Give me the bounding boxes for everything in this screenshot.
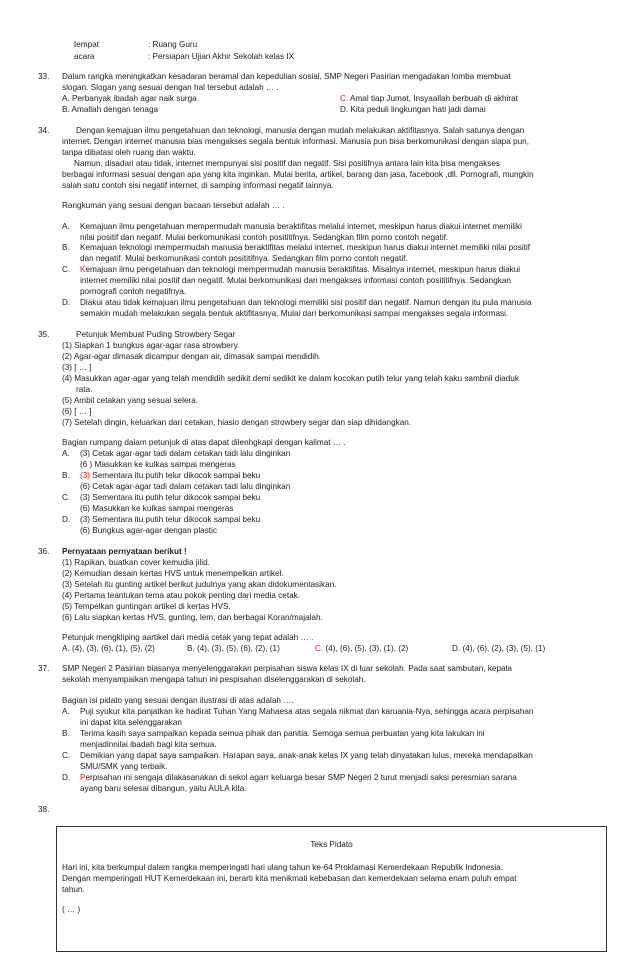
question-34-option-c: Kemajuan ilmu pengetahuan dan teknologi mempermudah manusia beraktifitas. Misalnya internet, meskipun harus diakui	[80, 265, 521, 274]
question-36-option-d: D. (4), (6), (2), (3), (5), (1)	[452, 644, 546, 653]
question-33-number: 33.	[38, 72, 50, 81]
option-letter: A.	[62, 222, 70, 231]
question-35-option-d: (3) Sementara itu putih telur dikocok sampai beku	[80, 515, 261, 524]
question-36-number: 36.	[38, 547, 50, 556]
question-37-option-d-cont: ayang baru selesai dibangun, yaitu AULA kita.	[80, 784, 247, 793]
speech-text-box	[56, 826, 607, 952]
question-34-option-d: Diakui atau tidak kemajuan ilmu pengetahuan dan teknologi memiliki sisi positif dan negatif. Namun dengan itu pula manusia	[80, 298, 532, 307]
question-36-option-b: B. (4), (3), (5), (6), (2), (1)	[187, 644, 280, 653]
question-37-option-b: Terima kasih saya sampaikan kepada semua pihak dan panitia. Semoga semua perbuatan yang kita lakukan ini	[80, 729, 485, 738]
step-item: (4) Masukkan agar-agar yang telah mendidih sedikit demi sedikit ke dalam kocokan putih telur yang telah kaku sambnil diaduk	[62, 374, 519, 383]
question-37-option-a: Puji syukur kita panjatkan ke hadirat Tuhan Yang Mahaesa atas segala nikmat dan karuania-Nya, sehingga acara perpisahan	[80, 707, 534, 716]
passage-line: berbagai informasi sesuai dengan apa yang kita inginkan. Mulai berita, artikel, barang dan jasa, facebook ,dll. Pornografi, mungkin	[62, 170, 534, 179]
question-37-option-c: Demikian yang dapat saya sampaikan. Harapan saya, anak-anak kelas IX yang telah dinyatakan lulus, mereka mendapatkan	[80, 751, 533, 760]
question-34-option-a-cont: nilai positif dan negatif. Mulai berkomunikasi contoh posititifnya. Sedangkan film porno contoh negatif.	[80, 233, 449, 242]
question-34-prompt: Rangkuman yang sesuai dengan bacaan tersebut adalah … .	[62, 201, 285, 210]
question-38-number: 38.	[38, 805, 50, 814]
question-35-option-a: (3) Cetak agar-agar tadi dalam cetakan tadi lalu dinginkan	[80, 449, 291, 458]
option-letter: B.	[62, 471, 70, 480]
list-item: (2) Kemudian desain kertas HVS untuk menempelkan artikel.	[62, 569, 284, 578]
question-35-prompt: Bagian rumpang dalam petunjuk di atas dapat dilenhgkapi dengan kalimat … .	[62, 438, 346, 447]
question-34-number: 34.	[38, 126, 50, 135]
option-letter: C.	[62, 751, 71, 760]
list-item: (1) Rapikan, buatkan cover kemudia jilid.	[62, 558, 210, 567]
option-letter: A.	[62, 707, 70, 716]
option-letter: C.	[62, 265, 71, 274]
question-37-stem: SMP Negeri 2 Pasirian biasanya menyelenggarakan perpisahan siswa kelas IX di luar sekolah. Pada saat sambutan, kepala	[62, 664, 512, 673]
tempat-label: tempat	[74, 40, 100, 49]
question-35-option-a-cont: (6 ) Masukkan ke kulkas sampai mengeras	[80, 460, 236, 469]
question-36-title: Pernyataan pernyataan berikut !	[62, 547, 187, 556]
question-33-stem: Dalam rangka meningkatkan kesadaran beramal dan kepedulian sosial, SMP Negeri Pasirian mengadakan lomba membuat	[62, 72, 511, 81]
question-35-number: 35.	[38, 330, 50, 339]
question-35-option-c-cont: (6) Masukkan ke kulkas sampai mengeras	[80, 504, 234, 513]
question-37-stem-cont: sekolah menyampaikan mengapa tahun ini pespisahan diselenggarakan di sekolah.	[62, 675, 366, 684]
speech-line: tahun.	[62, 885, 85, 894]
speech-box-title: Teks Pidato	[310, 840, 353, 849]
list-item: (4) Pertama teantukan tema atau pokok penting dari media cetak.	[62, 591, 301, 600]
acara-value: : Persiapan Ujian Akhir Sekolah kelas IX	[148, 52, 295, 61]
question-37-option-b-cont: menjadinnilai ibadah bagi kita semua.	[80, 740, 217, 749]
acara-label: acara	[74, 52, 95, 61]
question-36-prompt: Petunjuk mengkliping aartikel dari media cetak yang tepat adalah … .	[62, 633, 314, 642]
question-36-option-c: C. (4), (6), (5), (3), (1), (2)	[315, 644, 409, 653]
option-letter: A.	[62, 449, 70, 458]
speech-blank: ( … )	[62, 905, 81, 914]
question-34-option-c-cont: internet memiliki nilai positif dan negatif. Mulai berkomunikasi dan mengakses informasi contoh posititifnya. Sedangkan	[80, 276, 511, 285]
question-35-title: Petunjuk Membuat Puding Strowbery Segar	[76, 330, 236, 339]
question-34-option-c-cont: pornografi contoh negatifnya.	[80, 287, 187, 296]
option-letter: D.	[62, 773, 71, 782]
answer-marker: C.	[315, 644, 324, 653]
speech-line: Hari ini, kita berkumpul dalam rangka memperingati hari ulang tahun ke-64 Proklamasi Kemerdekaan Republik Indonesia.	[62, 863, 503, 872]
step-item: (7) Setelah dingin, keluarkan dari cetakan, hiasio dengan strowbery segar dan siap dihidangkan.	[62, 418, 412, 427]
passage-line: internet. Dengan internet manusia bias mengakses segala bentuk informasi. Manusia pun bisa berkomunikasi dengan siapa pun,	[62, 137, 529, 146]
tempat-value: : Ruang Guru	[148, 40, 198, 49]
question-37-option-a-cont: ini dapat kita selenggarakan	[80, 718, 182, 727]
speech-line: Dengan memperingati HUT Kemerdekaan ini, berarti kita menikmati kebebasan dan kemerdekaan selama enam puluh empat	[62, 874, 517, 883]
list-item: (3) Setelah itu gunting artikel berikut judulnya yang akan didokumentasikan.	[62, 580, 337, 589]
question-33-option-a: A. Perbanyak ibadah agar naik surga	[62, 94, 197, 103]
option-letter: D.	[62, 298, 71, 307]
step-item: (1) Siapkan 1 bungkus agar-agar rasa strowbery.	[62, 341, 240, 350]
list-item: (6) Lalu siapkan kertas HVS, gunting, lem, dan berbagai Koran/majalah.	[62, 613, 323, 622]
step-item: (3) [ … ]	[62, 363, 92, 372]
question-34-option-a: Kemajuan ilmu pengetahuan mempermudah manusia beraktifitas melalui internet, meskipun harus diakui internet memiliki	[80, 222, 522, 231]
passage-line: salah satu contoh sisi negatif internet, di samping informasi negatif lainnya.	[62, 181, 334, 190]
passage-line: Dengan kemajuan ilmu pengetahuan dan teknologi, manusia dengan mudah melakukan aktifitasnya. Salah satunya dengan	[76, 126, 525, 135]
step-item: (6) [ … ]	[62, 407, 92, 416]
option-letter: D.	[62, 515, 71, 524]
answer-marker: C.	[340, 94, 349, 103]
question-33-option-d: D. Kita peduli lingkungan hati jadi damai	[340, 105, 486, 114]
question-33-option-b: B. Amallah dengan tenaga	[62, 105, 159, 114]
question-35-option-b-cont: (6) Cetak agar-agar tadi dalam cetakan tadi lalu dinginkan	[80, 482, 291, 491]
option-letter: B.	[62, 243, 70, 252]
answer-marker: (3)	[80, 471, 91, 480]
answer-marker: K	[80, 265, 86, 274]
passage-line: tanpa dibatasi oleh ruang dan waktu.	[62, 148, 196, 157]
question-33-stem-cont: slogan. Slogan yang sesuai dengan hal tersebut adalah … .	[62, 83, 279, 92]
question-37-prompt: Bagian isi pidato yang sesuai dengan ilustrasi di atas adalah ….	[62, 696, 294, 705]
question-35-option-d-cont: (6) Bungkus agar-agar dengan plastic	[80, 526, 217, 535]
step-item-cont: rata.	[76, 385, 93, 394]
question-33-option-c: C. Amal tiap Jumat, Insyaallah berbuah di akhirat	[340, 94, 518, 103]
option-letter: B.	[62, 729, 70, 738]
question-36-option-a: A. (4), (3), (6), (1), (5), (2)	[62, 644, 155, 653]
question-34-option-d-cont: semakin mudah melakukan segala bentuk aktifitasnya. Mulai dari berkomunikasi sampai mengakses segala informasi.	[80, 309, 509, 318]
question-35-option-b: (3) Sementara itu putih telur dikocok sampai beku	[80, 471, 261, 480]
option-letter: C.	[62, 493, 71, 502]
step-item: (2) Agar-agar dimasak dicampur dengan air, dimasak sampai mendidih.	[62, 352, 321, 361]
step-item: (5) Ambil cetakan yang sesuai selera.	[62, 396, 199, 405]
question-37-option-d: Perpisahan ini sengaja dilakasanakan di sekol agarr keluarga besar SMP Negeri 2 turut menjadi saksi peresmian sarana	[80, 773, 517, 782]
question-34-option-b-cont: dan negatif. Mulai berkomunikasi contoh posititifnya. Sedangkan film porno contoh negatif.	[80, 254, 408, 263]
passage-line: Namun, disadari atau tidak, internet mempunyai sisi positif dan negatif. Sisi positifnya antara lain kita bisa mengakses	[74, 159, 500, 168]
list-item: (5) Tempelkan guntingan artikel di kertas HVS.	[62, 602, 231, 611]
answer-marker: P	[80, 773, 86, 782]
question-37-number: 37.	[38, 664, 50, 673]
question-37-option-c-cont: SMU/SMK yang terbaik.	[80, 762, 168, 771]
question-34-option-b: Kemajuan teknologi mempermudah manusia beraktifitas melalui internet, meskipun harus diakui internet memiliki nilai positif	[80, 243, 531, 252]
question-35-option-c: (3) Sementara itu putih telur dikocok sampai beku	[80, 493, 261, 502]
